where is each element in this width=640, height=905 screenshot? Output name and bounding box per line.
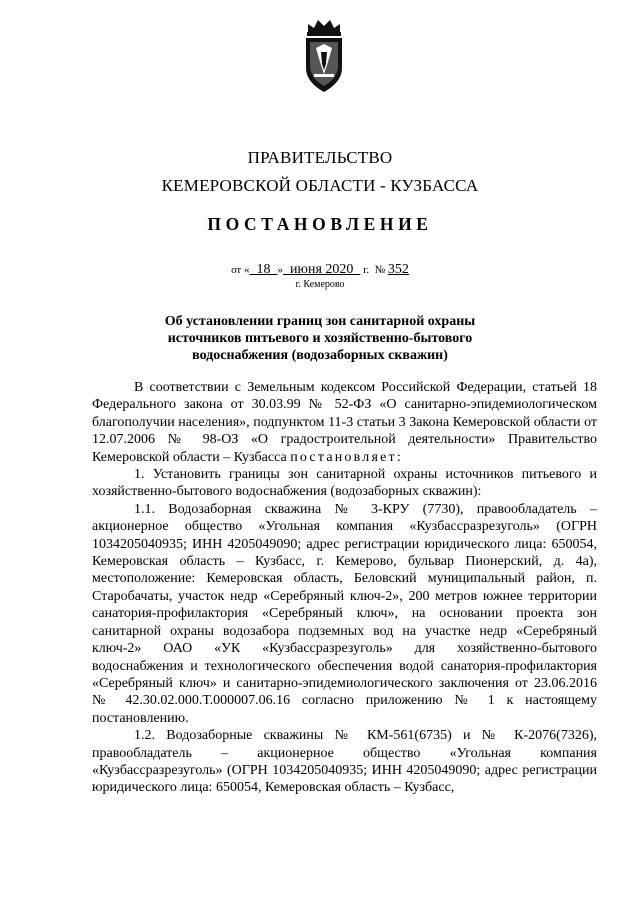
decree-date-number <box>0 262 640 278</box>
document-body <box>92 379 597 797</box>
paragraph-item-1-1: 1.1. Водозаборная скважина № 3-КРУ (7730), правообладатель – акционерное общество «Угольная компания «Кузбассразрезуголь» (ОГРН 1034205040935; ИНН 4205049090; адрес регистрации юридического лица: 650054, Кемеровская область – Кузбасс, г. Кемерово, бульвар Пионерский, д. 4а), местоположение: Кемеровская область, Беловский муниципальный район, п. Старобачаты, участок недр «Серебряный ключ-2», 200 метров южнее территории санатория-профилактория «Серебряный ключ», на основании проекта зон санитарной охраны водозабора подземных вод на участке недр «Серебряный ключ-2» ОАО «УК «Кузбассразрезуголь» для хозяйственно-бытового водоснабжения и технологического обеспечения водой санатория-профилактория «Серебряный ключ» и санитарно-эпидемиологического заключения от 23.06.2016 № 42.30.02.000.Т.000007.06.16 согласно приложению № 1 к настоящему постановлению. <box>92 501 597 726</box>
coat-of-arms-emblem <box>302 18 346 94</box>
date-day: 18 <box>249 262 278 277</box>
paragraph-item-1: 1. Установить границы зон санитарной охраны источников питьевого и хозяйственно-бытового водоснабжения (водозаборных скважин): <box>92 467 597 500</box>
date-prefix: от « <box>231 264 250 276</box>
date-month-year: июня 2020 <box>283 262 361 277</box>
preamble-end: : <box>396 449 401 465</box>
preamble-text: В соответствии с Земельным кодексом Российской Федерации, статьей 18 Федерального закона от 30.03.99 № 52-ФЗ «О санитарно-эпидемиологическом благополучии населения», подпунктом 11-3 статьи 3 Закона Кемеровской области от 12.07.2006 № 98-ОЗ «О градостроительной деятельности» Правительство Кемеровской области – Кузбасса <box>92 380 597 465</box>
document-type-title: ПОСТАНОВЛЕНИЕ <box>207 214 433 234</box>
decree-number: 352 <box>387 262 409 277</box>
city-name: г. Кемерово <box>295 279 345 290</box>
date-separator: » <box>277 264 283 276</box>
number-prefix: г. № <box>360 264 388 276</box>
paragraph-preamble <box>92 379 597 466</box>
paragraph-item-1-2: 1.2. Водозаборные скважины № КМ-561(6735) и № К-2076(7326), правообладатель – акционерное общество «Угольная компания «Кузбассразрезуголь» (ОГРН 1034205040935; ИНН 4205049090; адрес регистрации юридического лица: 650054, Кемеровская область – Кузбасс, <box>92 728 597 796</box>
government-name-line2: КЕМЕРОВСКОЙ ОБЛАСТИ - КУЗБАССА <box>161 176 479 195</box>
decree-subject: Об установлении границ зон санитарной охраны источников питьевого и хозяйственно-бытового водоснабжения (водозаборных скважин) <box>164 314 476 363</box>
resolves-word: постановляет <box>290 449 397 465</box>
government-name-line1: ПРАВИТЕЛЬСТВО <box>247 148 393 167</box>
